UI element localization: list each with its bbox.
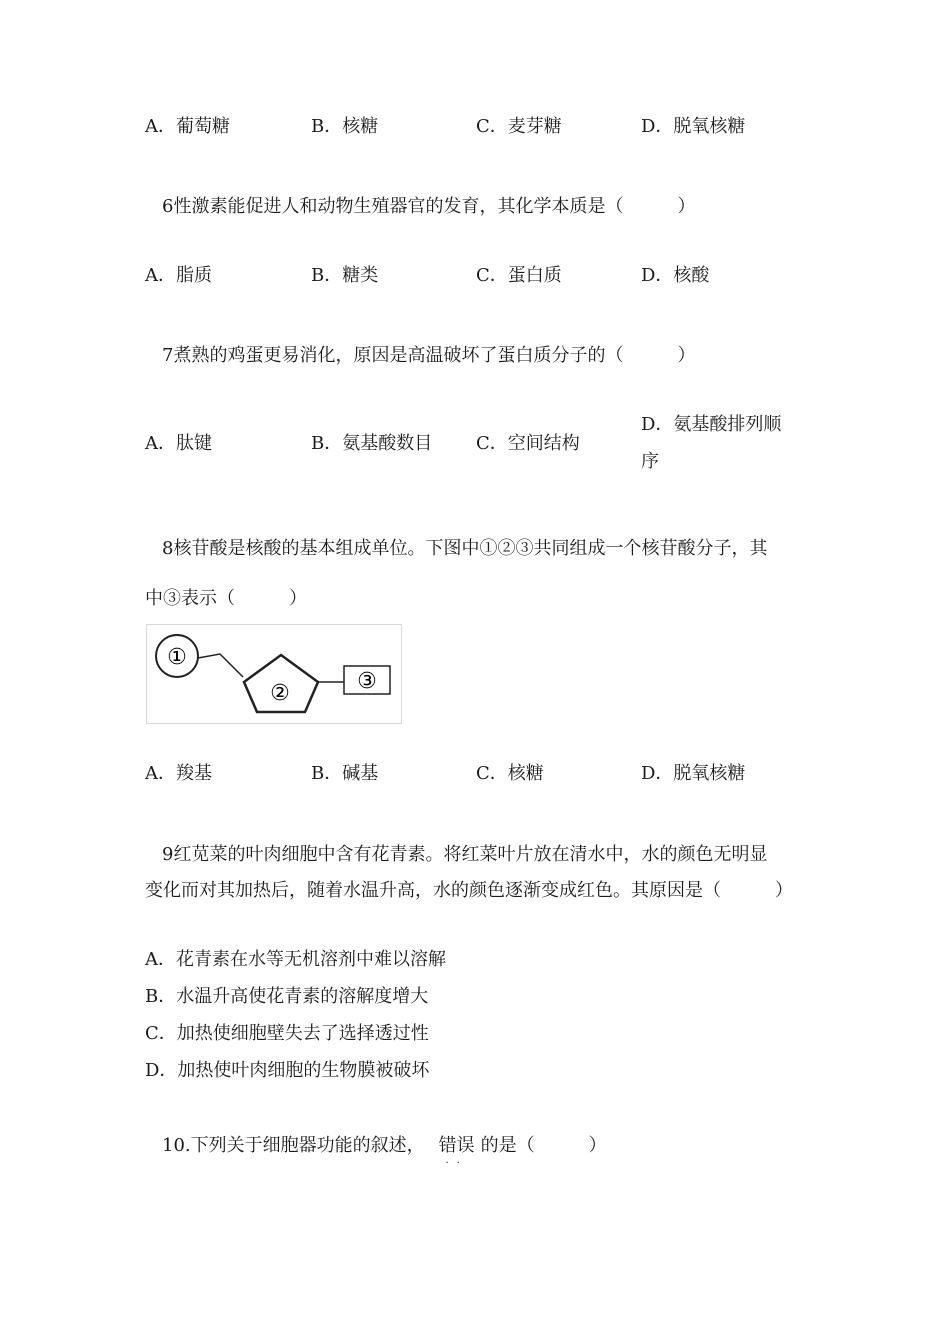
q10-stem-prefix: 10.下列关于细胞器功能的叙述， [162,1135,425,1156]
base-rectangle [344,666,390,694]
q9-option-d: D．加热使叶肉细胞的生物膜被破坏 [145,1060,430,1081]
q6-option-c: C．蛋白质 [476,265,562,286]
q10-stem-suffix: 的是（ ） [480,1135,607,1156]
label-2: ② [270,681,290,706]
q9-option-b: B．水温升高使花青素的溶解度增大 [145,986,429,1007]
q8-stem-line1: 8核苷酸是核酸的基本组成单位。下图中①②③共同组成一个核苷酸分子，其 [162,538,768,559]
label-1: ① [167,645,187,670]
phosphate-circle [156,635,198,677]
pentose-pentagon [244,655,318,712]
label-3: ③ [357,669,377,694]
q5-option-a: A．葡萄糖 [145,116,230,137]
q7-stem: 7煮熟的鸡蛋更易消化，原因是高温破坏了蛋白质分子的（ ） [162,345,696,366]
q10-stem [162,1135,607,1169]
q8-option-b: B．碱基 [311,763,379,784]
q7-option-a: A．肽键 [145,433,212,454]
q10-emphasis [438,1135,475,1169]
q6-option-d: D．核酸 [641,265,710,286]
q8-stem-line2: 中③表示（ ） [145,588,307,609]
q8-option-a: A．羧基 [145,763,212,784]
nucleotide-diagram [146,624,402,724]
q6-stem: 6性激素能促进人和动物生殖器官的发育，其化学本质是（ ） [162,196,696,217]
q7-option-b: B．氨基酸数目 [311,433,433,454]
q5-option-c: C．麦芽糖 [476,116,562,137]
q6-option-a: A．脂质 [145,265,212,286]
q9-stem-line2: 变化而对其加热后，随着水温升高，水的颜色逐渐变成红色。其原因是（ ） [145,880,793,901]
q7-option-c: C．空间结构 [476,433,580,454]
q7-option-d-continued: 序 [641,451,659,472]
q8-option-d: D．脱氧核糖 [641,763,746,784]
q9-option-c: C．加热使细胞壁失去了选择透过性 [145,1023,429,1044]
q7-option-d: D．氨基酸排列顺 [641,414,782,435]
q8-option-c: C．核糖 [476,763,544,784]
phosphate-bond [198,654,243,677]
q9-stem-line1: 9红苋菜的叶肉细胞中含有花青素。将红菜叶片放在清水中，水的颜色无明显 [162,844,768,865]
q5-option-d: D．脱氧核糖 [641,116,746,137]
emphasis-dots: ·· [445,1158,468,1169]
q10-emphasis-text: 错误 [438,1135,475,1156]
q9-option-a: A．花青素在水等无机溶剂中难以溶解 [145,949,446,970]
q6-option-b: B．糖类 [311,265,379,286]
q5-option-b: B．核糖 [311,116,379,137]
